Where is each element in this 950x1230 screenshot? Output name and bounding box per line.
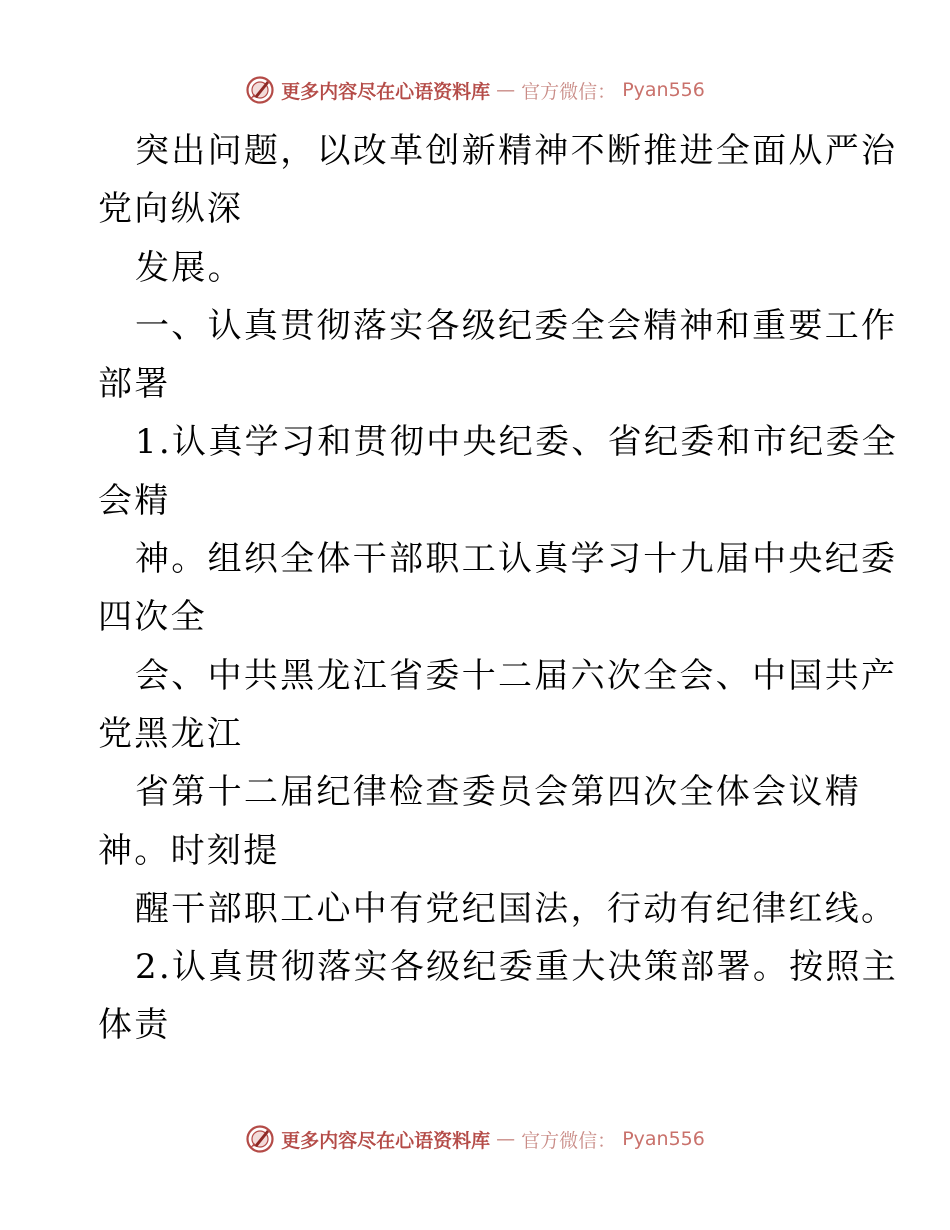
body-line: 2.认真贯彻落实各级纪委重大决策部署。按照主	[135, 947, 899, 988]
body-line: 四次全	[98, 597, 207, 638]
body-line: 党向纵深	[98, 189, 244, 230]
banner-wechat-id: Pyan556	[622, 79, 705, 101]
banner-wechat-id: Pyan556	[622, 1128, 705, 1150]
banner-main-text: 更多内容尽在心语资料库	[281, 80, 491, 103]
body-line: 突出问题，以改革创新精神不断推进全面从严治	[135, 131, 898, 171]
body-line: 会精	[98, 480, 171, 521]
body-line: 醒干部职工心中有党纪国法，行动有纪律红线。	[135, 888, 898, 929]
body-line: 神。时刻提	[98, 830, 280, 871]
section-heading-cont: 部署	[98, 364, 171, 405]
banner-dash: —	[496, 79, 516, 101]
footer-banner	[0, 1119, 950, 1159]
body-line: 发展。	[135, 247, 244, 288]
quill-logo-icon	[245, 1124, 275, 1154]
banner-main-text: 更多内容尽在心语资料库	[281, 1129, 491, 1152]
body-line: 1.认真学习和贯彻中央纪委、省纪委和市纪委全	[135, 422, 899, 463]
body-line: 神。组织全体干部职工认真学习十九届中央纪委	[135, 539, 898, 580]
header-banner	[0, 70, 950, 110]
document-body	[98, 122, 899, 1055]
quill-logo-icon	[245, 75, 275, 105]
body-line: 党黑龙江	[98, 713, 244, 754]
banner-sub-text: 官方微信：	[521, 1129, 617, 1152]
banner-dash: —	[496, 1128, 516, 1150]
body-line: 省第十二届纪律检查委员会第四次全体会议精	[135, 772, 861, 813]
body-line: 体责	[98, 1005, 171, 1046]
body-line: 会、中共黑龙江省委十二届六次全会、中国共产	[135, 655, 898, 696]
section-heading: 一、认真贯彻落实各级纪委全会精神和重要工作	[135, 305, 898, 346]
banner-sub-text: 官方微信：	[521, 80, 617, 103]
